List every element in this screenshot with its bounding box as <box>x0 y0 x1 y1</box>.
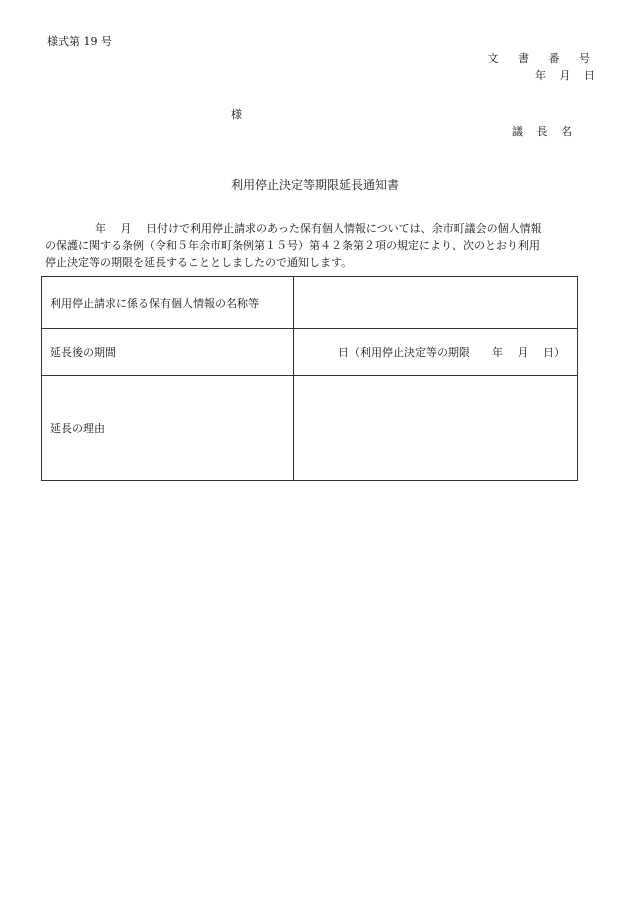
table-row <box>42 376 578 481</box>
row-value-extended-period: 日（利用停止決定等の期限 年 月 日） <box>294 329 578 376</box>
row-label-info-name: 利用停止請求に係る保有個人情報の名称等 <box>42 277 294 329</box>
row-value-extension-reason <box>294 376 578 481</box>
document-number-label: 文 書 番 号 <box>487 52 598 65</box>
body-line-1: 年 月 日付けで利用停止請求のあった保有個人情報については、余市町議会の個人情報 <box>95 222 542 235</box>
body-line-2: の保護に関する条例（令和５年余市町条例第１５号）第４２条第２項の規定により、次のとおり利用 <box>45 239 540 252</box>
table-row <box>42 277 578 329</box>
row-value-info-name <box>294 277 578 329</box>
info-table <box>41 276 578 481</box>
body-line-3: 停止決定等の期限を延長することとしましたので通知します。 <box>45 256 353 269</box>
row-label-extended-period: 延長後の期間 <box>42 329 294 376</box>
chair-name-label: 議 長 名 <box>512 125 577 138</box>
row-label-extension-reason: 延長の理由 <box>42 376 294 481</box>
form-number: 様式第 19 号 <box>47 35 112 48</box>
document-date-label: 年 月 日 <box>535 69 598 82</box>
document-title: 利用停止決定等期限延長通知書 <box>230 178 399 192</box>
table-row <box>42 329 578 376</box>
addressee-suffix: 様 <box>231 108 242 121</box>
notice-body <box>45 220 605 271</box>
